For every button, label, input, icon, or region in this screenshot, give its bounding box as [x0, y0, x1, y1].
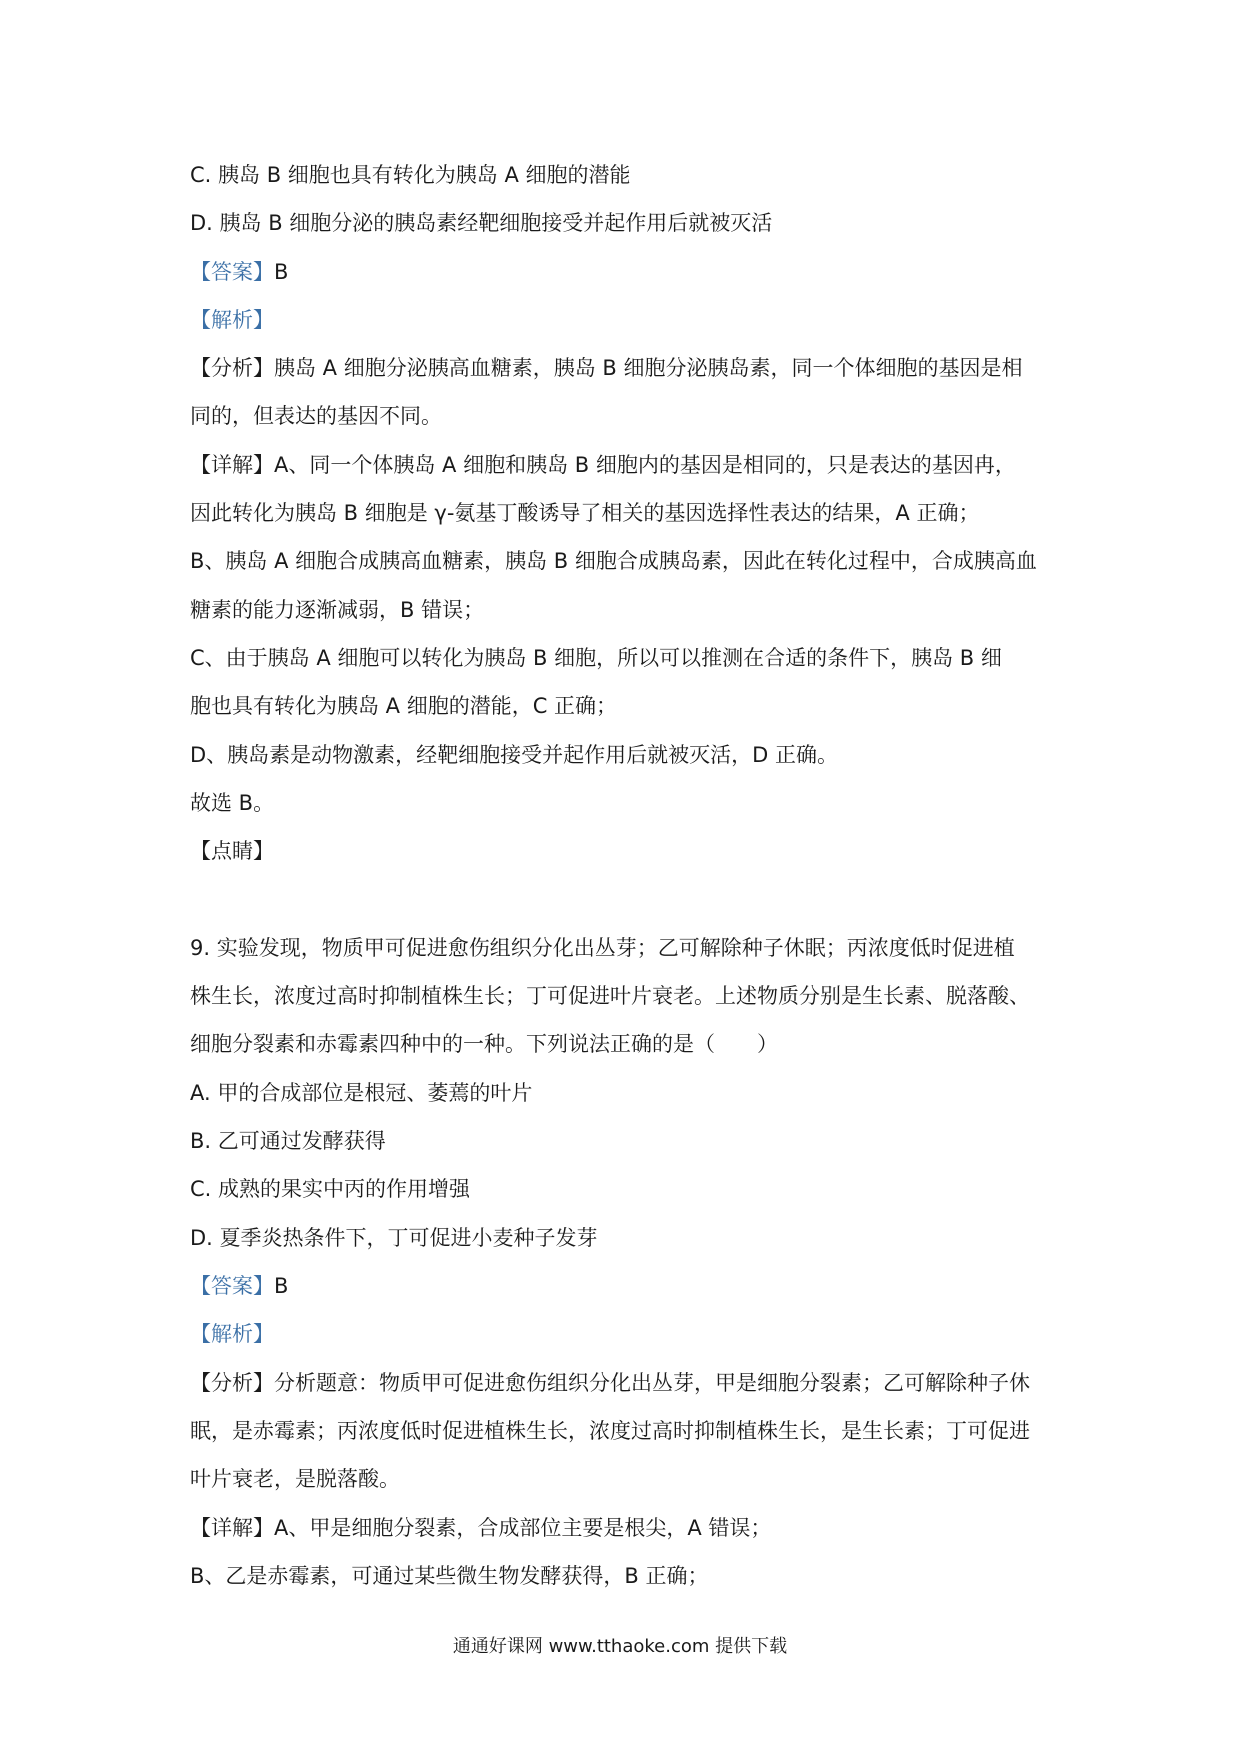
q9-detail-label: 【详解】: [190, 1516, 274, 1540]
q9-stem-line-3: 细胞分裂素和赤霉素四种中的一种。下列说法正确的是（ ）: [190, 1032, 778, 1056]
detail-a-line-1: [190, 450, 1060, 480]
dianjing-label: 【点睛】: [190, 839, 274, 863]
q9-detail-b: B、乙是赤霉素，可通过某些微生物发酵获得，B 正确；: [190, 1564, 709, 1588]
q9-option-b: B. 乙可通过发酵获得: [190, 1129, 386, 1153]
q9-stem-line-2: 株生长，浓度过高时抑制植株生长；丁可促进叶片衰老。上述物质分别是生长素、脱落酸、: [190, 984, 1030, 1008]
detail-b-line-2: 糖素的能力逐渐减弱，B 错误；: [190, 598, 485, 622]
q9-option-a: A. 甲的合成部位是根冠、萎蔫的叶片: [190, 1081, 533, 1105]
detail-a-line-2: 因此转化为胰岛 B 细胞是 γ-氨基丁酸诱导了相关的基因选择性表达的结果，A 正确；: [190, 501, 980, 525]
detail-c-line-2: 胞也具有转化为胰岛 A 细胞的潜能，C 正确；: [190, 694, 618, 718]
q9-answer-label: 【答案】: [190, 1274, 274, 1298]
q9-option-d: D. 夏季炎热条件下，丁可促进小麦种子发芽: [190, 1226, 598, 1250]
q9-analysis-line-1: [190, 1368, 1060, 1398]
detail-a-text: A、同一个体胰岛 A 细胞和胰岛 B 细胞内的基因是相同的，只是表达的基因冉，: [274, 453, 1016, 477]
footer-watermark: 通通好课网 www.tthaoke.com 提供下载: [452, 1636, 788, 1657]
detail-b-line-1: B、胰岛 A 细胞合成胰高血糖素，胰岛 B 细胞合成胰岛素，因此在转化过程中，合成胰高血: [190, 549, 1037, 573]
q9-detail-a-text: A、甲是细胞分裂素，合成部位主要是根尖，A 错误；: [274, 1516, 772, 1540]
detail-d: D、胰岛素是动物激素，经靶细胞接受并起作用后就被灭活，D 正确。: [190, 743, 839, 767]
detail-c-line-1: C、由于胰岛 A 细胞可以转化为胰岛 B 细胞，所以可以推测在合适的条件下，胰岛 B 细: [190, 646, 1002, 670]
jiexi-label: 【解析】: [190, 308, 274, 332]
answer-value: B: [274, 260, 289, 284]
q9-answer-row: [190, 1271, 1060, 1301]
q9-jiexi-label: 【解析】: [190, 1322, 274, 1346]
answer-row: [190, 257, 1060, 287]
option-c: C. 胰岛 B 细胞也具有转化为胰岛 A 细胞的潜能: [190, 163, 631, 187]
conclusion: 故选 B。: [190, 791, 275, 815]
q9-analysis-line-2: 眠，是赤霉素；丙浓度低时促进植株生长，浓度过高时抑制植株生长，是生长素；丁可促进: [190, 1419, 1030, 1443]
q9-analysis-text: 分析题意：物质甲可促进愈伤组织分化出丛芽，甲是细胞分裂素；乙可解除种子休: [274, 1371, 1030, 1395]
q9-analysis-label: 【分析】: [190, 1371, 274, 1395]
q9-option-c: C. 成熟的果实中丙的作用增强: [190, 1177, 471, 1201]
analysis-line-2: 同的，但表达的基因不同。: [190, 404, 442, 428]
option-d: D. 胰岛 B 细胞分泌的胰岛素经靶细胞接受并起作用后就被灭活: [190, 211, 773, 235]
answer-label: 【答案】: [190, 260, 274, 284]
q9-detail-a: [190, 1513, 1060, 1543]
analysis-label: 【分析】: [190, 356, 274, 380]
q9-analysis-line-3: 叶片衰老，是脱落酸。: [190, 1467, 400, 1491]
q9-stem-line-1: 9. 实验发现，物质甲可促进愈伤组织分化出丛芽；乙可解除种子休眠；丙浓度低时促进植: [190, 936, 1015, 960]
detail-label: 【详解】: [190, 453, 274, 477]
q9-answer-value: B: [274, 1274, 289, 1298]
analysis-line-1: [190, 353, 1060, 383]
analysis-text: 胰岛 A 细胞分泌胰高血糖素，胰岛 B 细胞分泌胰岛素，同一个体细胞的基因是相: [274, 356, 1023, 380]
